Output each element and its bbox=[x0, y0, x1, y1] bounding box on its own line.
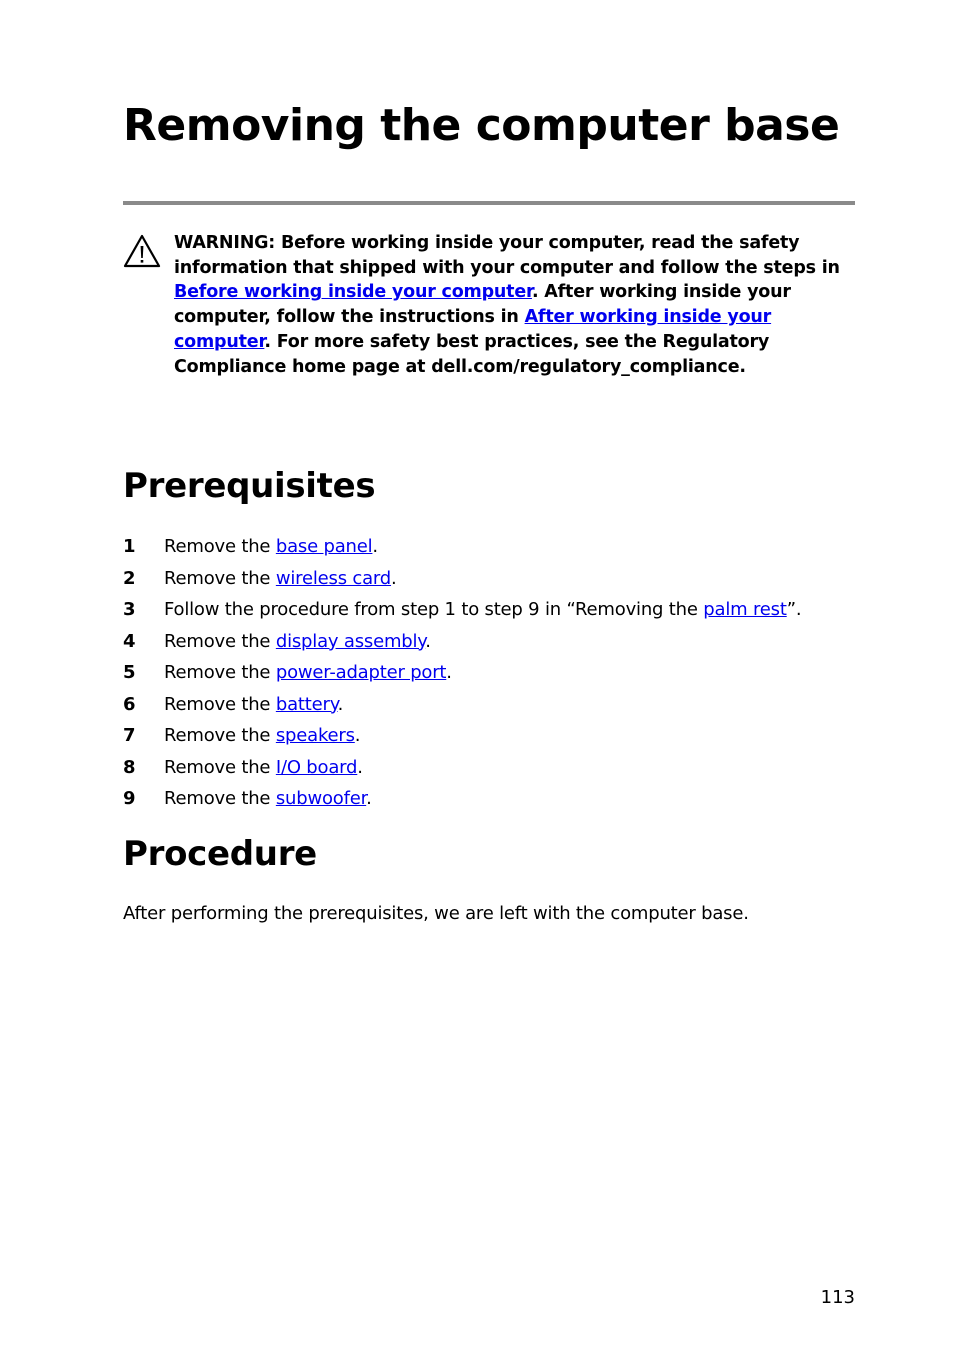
list-item bbox=[123, 531, 855, 563]
step-text-before: Remove the bbox=[164, 725, 276, 746]
step-text-before: Remove the bbox=[164, 756, 276, 778]
step-number: 3 bbox=[123, 599, 136, 620]
prerequisites-list bbox=[123, 531, 855, 815]
warning-triangle-icon bbox=[123, 234, 161, 268]
link-after-working-inside-computer[interactable]: After working inside your computer bbox=[174, 307, 772, 352]
step-text bbox=[164, 689, 343, 721]
link-subwoofer[interactable]: subwoofer bbox=[275, 788, 367, 809]
procedure-text: After performing the prerequisites, we are left with the computer base. bbox=[123, 903, 749, 924]
list-item bbox=[123, 720, 855, 752]
list-item bbox=[123, 626, 855, 658]
prerequisites-heading: Prerequisites bbox=[123, 466, 376, 506]
list-item bbox=[123, 752, 855, 784]
page-title: Removing the computer base bbox=[123, 100, 840, 151]
step-text-after: . bbox=[372, 536, 378, 557]
page-number: 113 bbox=[820, 1287, 855, 1308]
list-item bbox=[123, 783, 855, 815]
step-number: 2 bbox=[123, 567, 136, 589]
step-number: 6 bbox=[123, 693, 136, 715]
step-number: 9 bbox=[123, 788, 136, 809]
step-text bbox=[164, 752, 363, 784]
step-text-after: . bbox=[337, 693, 344, 715]
list-item bbox=[123, 594, 855, 626]
step-number: 5 bbox=[123, 662, 136, 683]
list-item bbox=[123, 689, 855, 721]
warning-text-part1: WARNING: Before working inside your computer, read the safety information that shipped with your computer and follow the steps in bbox=[174, 233, 840, 278]
link-speakers[interactable]: speakers bbox=[275, 725, 355, 746]
step-text-before: Remove the bbox=[164, 536, 276, 557]
step-text bbox=[164, 563, 397, 595]
step-text-after: ”. bbox=[786, 599, 802, 620]
warning-text-part3: . For more safety best practices, see the Regulatory Compliance home page at dell.com/regulatory_compliance. bbox=[174, 331, 770, 377]
step-number: 8 bbox=[123, 756, 136, 778]
step-text-before: Remove the bbox=[164, 567, 276, 589]
warning-text-part2: . After working inside your computer, follow the instructions in bbox=[174, 282, 791, 328]
step-text bbox=[164, 657, 452, 689]
link-io-board[interactable]: I/O board bbox=[275, 756, 358, 778]
step-text-before: Remove the bbox=[164, 662, 276, 683]
step-text-before: Remove the bbox=[164, 788, 276, 809]
step-text bbox=[164, 720, 360, 752]
step-text-after: . bbox=[357, 756, 363, 778]
step-text bbox=[164, 594, 801, 626]
link-base-panel[interactable]: base panel bbox=[275, 536, 373, 557]
step-text-after: . bbox=[391, 567, 397, 589]
list-item bbox=[123, 657, 855, 689]
step-text-after: . bbox=[354, 725, 361, 746]
step-text bbox=[164, 783, 372, 815]
step-text-before: Remove the bbox=[164, 693, 276, 715]
step-text-before: Follow the procedure from step 1 to step 9 in “Removing the bbox=[164, 599, 704, 620]
link-power-adapter-port[interactable]: power-adapter port bbox=[275, 662, 447, 683]
title-divider bbox=[123, 201, 855, 205]
link-palm-rest[interactable]: palm rest bbox=[703, 599, 787, 620]
step-text-after: . bbox=[425, 630, 431, 652]
link-wireless-card[interactable]: wireless card bbox=[275, 567, 392, 589]
link-display-assembly[interactable]: display assembly bbox=[275, 630, 426, 652]
step-text-before: Remove the bbox=[164, 630, 276, 652]
link-battery[interactable]: battery bbox=[275, 693, 338, 715]
link-before-working-inside-computer[interactable]: Before working inside your computer bbox=[174, 282, 532, 303]
list-item bbox=[123, 563, 855, 595]
step-number: 1 bbox=[123, 536, 136, 557]
step-number: 7 bbox=[123, 725, 136, 746]
procedure-heading: Procedure bbox=[123, 834, 317, 874]
step-text-after: . bbox=[366, 788, 372, 809]
step-text bbox=[164, 531, 378, 563]
step-text-after: . bbox=[446, 662, 452, 683]
warning-text bbox=[174, 231, 855, 379]
step-number: 4 bbox=[123, 630, 136, 652]
step-text bbox=[164, 626, 431, 658]
